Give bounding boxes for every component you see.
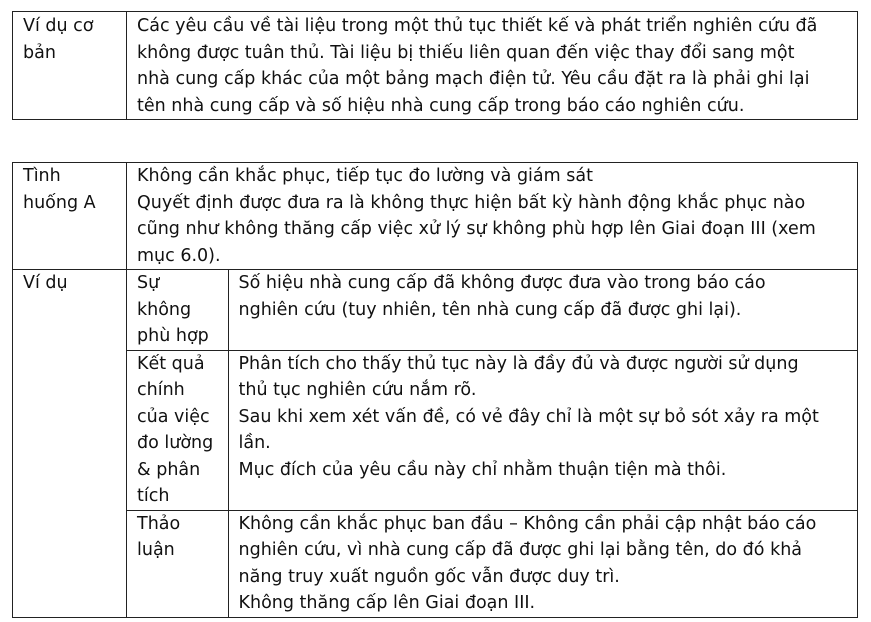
basic-example-text-line: Các yêu cầu về tài liệu trong một thủ tục thiết kế và phát triển nghiên cứu đã bbox=[137, 16, 818, 36]
basic-example-text bbox=[127, 12, 858, 120]
scenario-label-line: Tình bbox=[23, 166, 61, 186]
measurement-results-label-line: đo lường bbox=[137, 433, 214, 453]
scenario-text-line: mục 6.0). bbox=[137, 245, 221, 266]
basic-example-text-line: không được tuân thủ. Tài liệu bị thiếu liên quan đến việc thay đổi sang một bbox=[137, 42, 795, 63]
example-row bbox=[13, 270, 858, 618]
measurement-results-text-line: lần. bbox=[238, 433, 271, 453]
nonconformity-text-line: Số hiệu nhà cung cấp đã không được đưa vào trong báo cáo bbox=[238, 273, 766, 293]
basic-example-label bbox=[13, 12, 127, 120]
measurement-results-row bbox=[127, 350, 858, 510]
measurement-results-label-line: Kết quả bbox=[137, 353, 205, 374]
discussion-text bbox=[228, 510, 858, 617]
basic-example-table bbox=[12, 11, 858, 120]
nonconformity-text bbox=[228, 270, 858, 350]
basic-example-row bbox=[13, 12, 858, 120]
discussion-label bbox=[127, 510, 228, 617]
discussion-text-line: Không thăng cấp lên Giai đoạn III. bbox=[238, 593, 536, 613]
example-detail-cell bbox=[127, 270, 858, 618]
basic-example-label-line: bản bbox=[23, 42, 56, 63]
example-label-text: Ví dụ bbox=[23, 273, 68, 293]
discussion-row bbox=[127, 510, 858, 617]
nonconformity-label-line: phù hợp bbox=[137, 326, 209, 346]
discussion-label-line: luận bbox=[137, 540, 175, 560]
measurement-results-text bbox=[228, 350, 858, 510]
scenario-text-line: Quyết định được đưa ra là không thực hiện bất kỳ hành động khắc phục nào bbox=[137, 192, 806, 213]
measurement-results-label-line: chính bbox=[137, 380, 185, 400]
example-detail-table bbox=[127, 270, 858, 617]
discussion-text-line: nghiên cứu, vì nhà cung cấp đã được ghi lại bằng tên, do đó khả bbox=[238, 540, 803, 560]
example-label bbox=[13, 270, 127, 618]
measurement-results-label bbox=[127, 350, 228, 510]
nonconformity-label-line: Sự bbox=[137, 273, 160, 293]
scenario-text-line: cũng như không thăng cấp việc xử lý sự không phù hợp lên Giai đoạn III (xem bbox=[137, 219, 816, 239]
measurement-results-text-line: thủ tục nghiên cứu nắm rõ. bbox=[238, 380, 477, 400]
scenario-text-line: Không cần khắc phục, tiếp tục đo lường và giám sát bbox=[137, 166, 593, 186]
scenario-label bbox=[13, 163, 127, 270]
nonconformity-text-line: nghiên cứu (tuy nhiên, tên nhà cung cấp đã được ghi lại). bbox=[238, 299, 742, 320]
discussion-label-line: Thảo bbox=[137, 513, 181, 534]
scenario-table bbox=[12, 162, 858, 618]
basic-example-label-line: Ví dụ cơ bbox=[23, 16, 94, 36]
discussion-text-line: Không cần khắc phục ban đầu – Không cần phải cập nhật báo cáo bbox=[238, 513, 817, 534]
measurement-results-label-line: & phân bbox=[137, 459, 201, 480]
measurement-results-label-line: tích bbox=[137, 486, 170, 506]
nonconformity-label bbox=[127, 270, 228, 350]
nonconformity-label-line: không bbox=[137, 299, 192, 320]
measurement-results-text-line: Mục đích của yêu cầu này chỉ nhằm thuận tiện mà thôi. bbox=[238, 459, 727, 480]
scenario-text bbox=[127, 163, 858, 270]
discussion-text-line: năng truy xuất nguồn gốc vẫn được duy trì. bbox=[238, 566, 620, 587]
basic-example-text-line: tên nhà cung cấp và số hiệu nhà cung cấp trong báo cáo nghiên cứu. bbox=[137, 95, 745, 116]
measurement-results-text-line: Sau khi xem xét vấn đề, có vẻ đây chỉ là một sự bỏ sót xảy ra một bbox=[238, 406, 819, 427]
basic-example-text-line: nhà cung cấp khác của một bảng mạch điện tử. Yêu cầu đặt ra là phải ghi lại bbox=[137, 69, 810, 89]
measurement-results-label-line: của việc bbox=[137, 406, 210, 427]
scenario-row bbox=[13, 163, 858, 270]
scenario-label-line: huống A bbox=[23, 192, 96, 213]
measurement-results-text-line: Phân tích cho thấy thủ tục này là đầy đủ và được người sử dụng bbox=[238, 353, 799, 374]
nonconformity-row bbox=[127, 270, 858, 350]
